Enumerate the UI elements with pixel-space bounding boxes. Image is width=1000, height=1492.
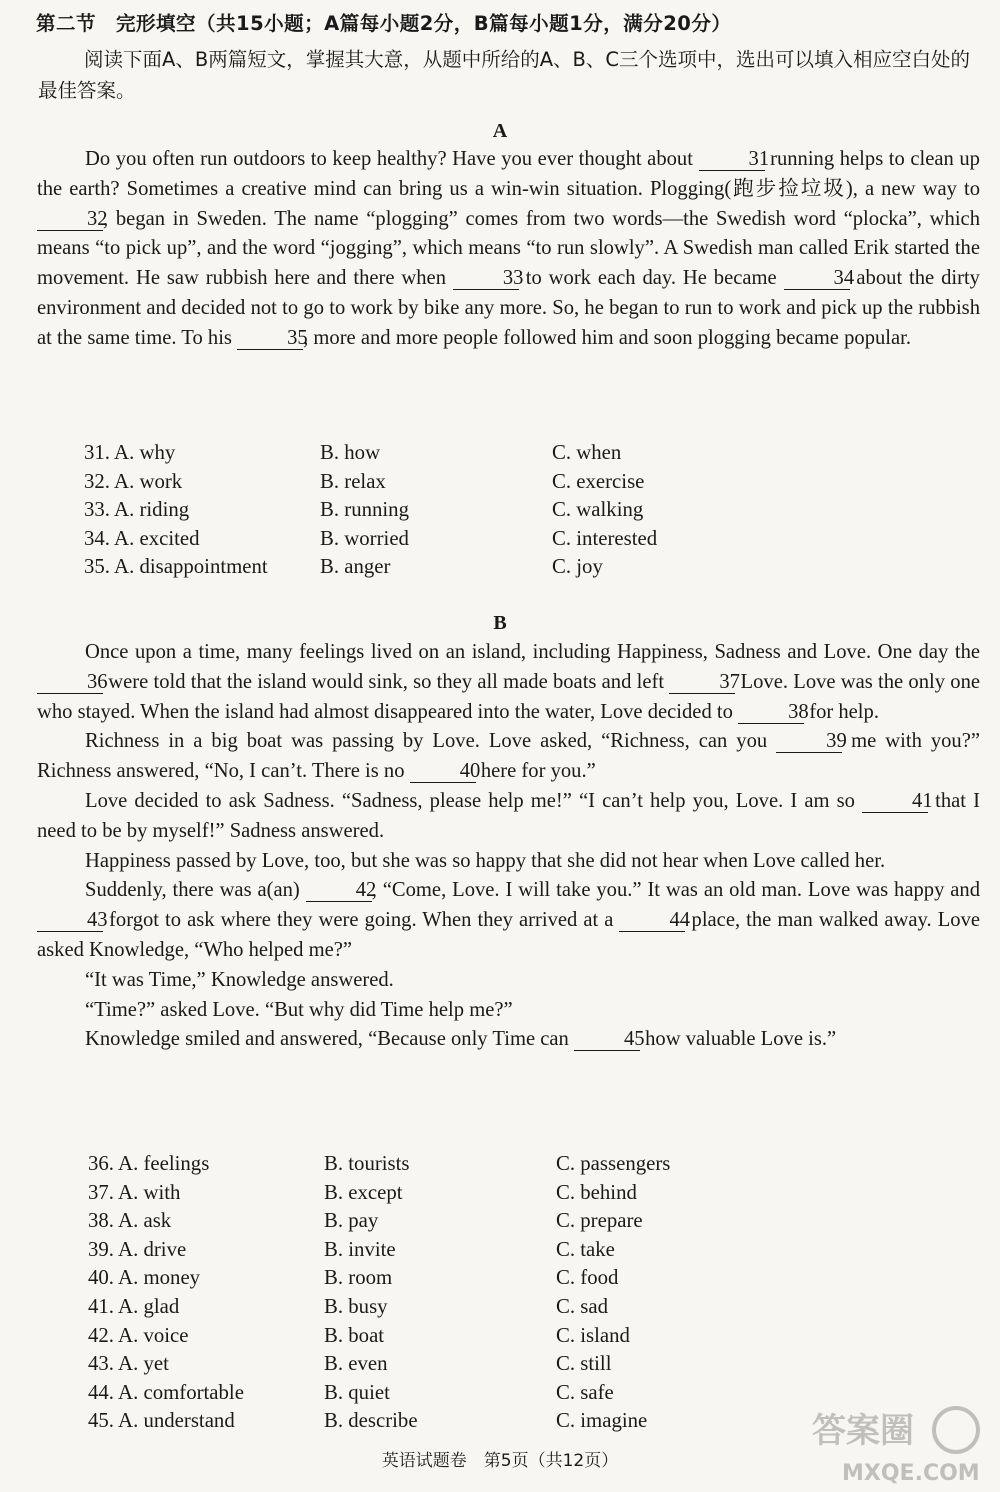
- passage-paragraph: Suddenly, there was a(an) 42, “Come, Love. I will take you.” It was an old man. Love was happy and 43 forgot to ask where they were going. When they arrived at a 44 place, the man walked away. Love asked Knowledge, “Who helped me?”: [37, 879, 981, 961]
- option-n: 34. A. excited: [84, 526, 200, 550]
- answer-blank-34: 34: [784, 268, 850, 290]
- answer-blank-45: 45: [574, 1029, 640, 1051]
- option-c: C. island: [556, 1323, 630, 1347]
- passage-paragraph: Richness in a big boat was passing by Love. Love asked, “Richness, can you 39 me with you?” Richness answered, “No, I can’t. There is no 40 here for you.”: [37, 730, 980, 783]
- answer-blank-33: 33: [453, 268, 519, 290]
- answer-blank-43: 43: [37, 910, 103, 932]
- passage-paragraph: Knowledge smiled and answered, “Because only Time can 45 how valuable Love is.”: [85, 1028, 837, 1051]
- option-n: 36. A. feelings: [88, 1152, 210, 1175]
- passage-paragraph: “Time?” asked Love. “But why did Time help me?”: [85, 998, 513, 1021]
- option-c: C. walking: [552, 498, 644, 522]
- answer-blank-44: 44: [619, 910, 685, 932]
- answer-blank-39: 39: [776, 731, 842, 753]
- answer-blank-36: 36: [37, 672, 103, 694]
- option-b: B. anger: [320, 555, 391, 579]
- option-n: 35. A. disappointment: [84, 555, 268, 579]
- option-n: 31. A. why: [84, 441, 176, 464]
- option-c: C. exercise: [552, 469, 645, 493]
- option-c: C. take: [556, 1237, 615, 1261]
- option-n: 32. A. work: [84, 469, 183, 493]
- option-b: B. boat: [324, 1323, 385, 1347]
- passage-b: [37, 638, 980, 1055]
- option-c: C. imagine: [556, 1409, 648, 1433]
- option-c: C. passengers: [556, 1152, 671, 1175]
- option-c: C. behind: [556, 1180, 637, 1204]
- option-c: C. safe: [556, 1380, 614, 1404]
- option-c: C. when: [552, 441, 622, 464]
- option-c: C. food: [556, 1266, 619, 1290]
- option-b: B. except: [324, 1180, 403, 1204]
- option-b: B. even: [324, 1352, 388, 1376]
- answer-blank-37: 37: [669, 672, 735, 694]
- option-b: B. how: [320, 441, 381, 464]
- option-b: B. invite: [324, 1237, 396, 1261]
- passage-paragraph: Love decided to ask Sadness. “Sadness, please help me!” “I can’t help you, Love. I am so 41 that I need to be by myself!” Sadness answered.: [37, 789, 980, 842]
- watermark-text-1: 答案圈: [812, 1411, 914, 1451]
- option-b: B. describe: [324, 1409, 418, 1433]
- option-c: C. prepare: [556, 1209, 643, 1233]
- passage-a-title: A: [492, 120, 508, 142]
- option-b: B. busy: [324, 1294, 388, 1318]
- answer-blank-35: 35: [237, 328, 303, 350]
- passage-paragraph: Do you often run outdoors to keep healthy? Have you ever thought about 31 running helps to clean up the earth? Sometimes a creative mind can bring us a win-win situation. Plogging(跑步捡垃圾), a new way to 32, began in Sweden. The name “plogging” comes from two words—the Swedish word “plocka”, which means “to pick up”, and the word “jogging”, which means “to run slowly”. A Swedish man called Erik started the movement. He saw rubbish here and there when 33 to work each day. He became 34 about the dirty environment and decided not to go to work by bike any more. So, he began to run to work and pick up the rubbish at the same time. To his 35, more and more people followed him and soon plogging became popular.: [37, 148, 980, 349]
- answer-blank-41: 41: [862, 791, 928, 813]
- answer-blank-40: 40: [410, 761, 476, 783]
- watermark-text-2: MXQE.COM: [842, 1461, 980, 1486]
- answer-blank-32: 32: [37, 209, 103, 231]
- option-n: 40. A. money: [88, 1266, 201, 1290]
- option-n: 39. A. drive: [88, 1237, 187, 1261]
- passage-paragraph: Happiness passed by Love, too, but she was so happy that she did not hear when Love called her.: [85, 849, 886, 872]
- option-n: 33. A. riding: [84, 498, 190, 522]
- answer-blank-42: 42: [306, 880, 372, 902]
- passage-a: [37, 145, 980, 354]
- passage-paragraph: “It was Time,” Knowledge answered.: [85, 968, 394, 991]
- option-n: 37. A. with: [88, 1180, 181, 1204]
- option-b: B. running: [320, 498, 409, 522]
- section-header: 第二节 完形填空（共15小题；A篇每小题2分，B篇每小题1分，满分20分）: [36, 12, 732, 35]
- answer-blank-38: 38: [738, 702, 804, 724]
- answer-blank-31: 31: [699, 149, 765, 171]
- option-b: B. quiet: [324, 1380, 390, 1404]
- option-n: 41. A. glad: [88, 1294, 180, 1318]
- option-c: C. still: [556, 1352, 612, 1376]
- passage-paragraph: Once upon a time, many feelings lived on an island, including Happiness, Sadness and Love. One day the 36 were told that the island would sink, so they all made boats and left 37 Love. Love was the only one who stayed. When the island had almost disappeared into the water, Love decided to 38 for help.: [37, 641, 981, 723]
- option-n: 42. A. voice: [88, 1323, 189, 1347]
- mxqe-logo: [806, 1400, 986, 1488]
- option-c: C. joy: [552, 555, 603, 579]
- option-b: B. worried: [320, 526, 409, 550]
- instructions: 阅读下面A、B两篇短文，掌握其大意，从题中所给的A、B、C三个选项中，选出可以填入相应空白处的最佳答案。: [38, 48, 971, 102]
- option-b: B. tourists: [324, 1152, 410, 1175]
- option-c: C. sad: [556, 1294, 608, 1318]
- option-n: 43. A. yet: [88, 1352, 169, 1376]
- option-n: 44. A. comfortable: [88, 1380, 244, 1404]
- option-b: B. relax: [320, 469, 386, 493]
- option-c: C. interested: [552, 526, 658, 550]
- option-n: 38. A. ask: [88, 1209, 172, 1233]
- option-n: 45. A. understand: [88, 1409, 235, 1433]
- page-footer: 英语试题卷 第5页（共12页）: [381, 1451, 619, 1471]
- option-b: B. pay: [324, 1209, 379, 1233]
- option-b: B. room: [324, 1266, 393, 1290]
- passage-b-title: B: [493, 612, 507, 634]
